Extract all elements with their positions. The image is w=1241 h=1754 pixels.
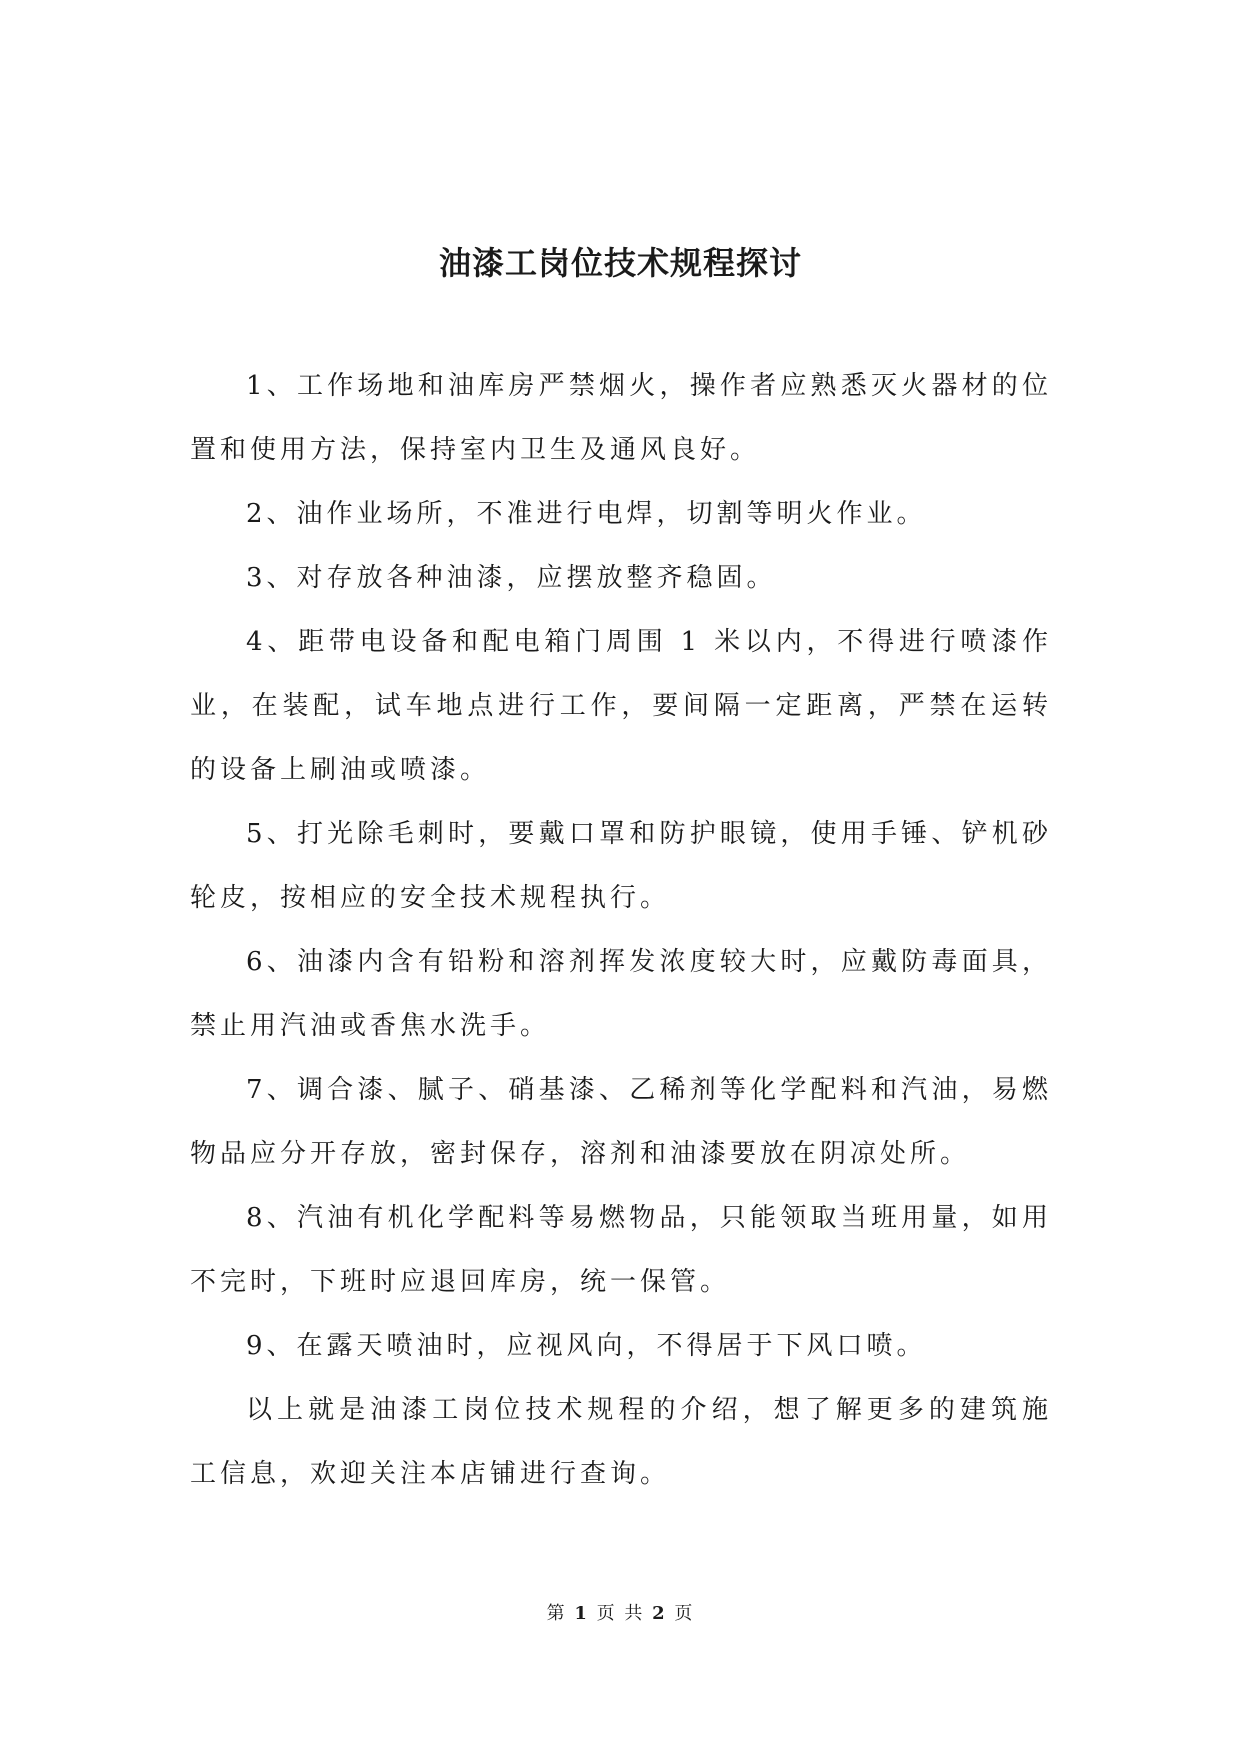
current-page-number: 1 [574, 1603, 589, 1624]
footer-middle: 页 共 [596, 1603, 645, 1624]
paragraph-4: 4、距带电设备和配电箱门周围 1 米以内，不得进行喷漆作业，在装配，试车地点进行工作，要间隔一定距离，严禁在运转的设备上刷油或喷漆。 [190, 627, 1052, 785]
document-body [190, 354, 1052, 1506]
footer-prefix: 第 [546, 1603, 567, 1624]
document-title: 油漆工岗位技术规程探讨 [438, 244, 802, 283]
paragraph-3: 3、对存放各种油漆，应摆放整齐稳固。 [246, 563, 777, 593]
paragraph-7: 7、调合漆、腻子、硝基漆、乙稀剂等化学配料和汽油，易燃物品应分开存放，密封保存，溶剂和油漆要放在阴凉处所。 [190, 1075, 1052, 1169]
paragraph-9: 9、在露天喷油时，应视风向，不得居于下风口喷。 [246, 1331, 927, 1361]
closing-paragraph: 以上就是油漆工岗位技术规程的介绍，想了解更多的建筑施工信息，欢迎关注本店铺进行查询。 [190, 1395, 1052, 1489]
total-pages-number: 2 [652, 1603, 667, 1624]
paragraph-8: 8、汽油有机化学配料等易燃物品，只能领取当班用量，如用不完时，下班时应退回库房，统一保管。 [190, 1203, 1052, 1297]
footer-suffix: 页 [674, 1603, 695, 1624]
paragraph-6: 6、油漆内含有铅粉和溶剂挥发浓度较大时，应戴防毒面具，禁止用汽油或香焦水洗手。 [190, 947, 1052, 1041]
paragraph-2: 2、油作业场所，不准进行电焊，切割等明火作业。 [246, 499, 927, 529]
paragraph-1: 1、工作场地和油库房严禁烟火，操作者应熟悉灭火器材的位置和使用方法，保持室内卫生及通风良好。 [190, 371, 1052, 465]
page-footer [0, 1603, 1241, 1625]
paragraph-5: 5、打光除毛刺时，要戴口罩和防护眼镜，使用手锤、铲机砂轮皮，按相应的安全技术规程执行。 [190, 819, 1052, 913]
